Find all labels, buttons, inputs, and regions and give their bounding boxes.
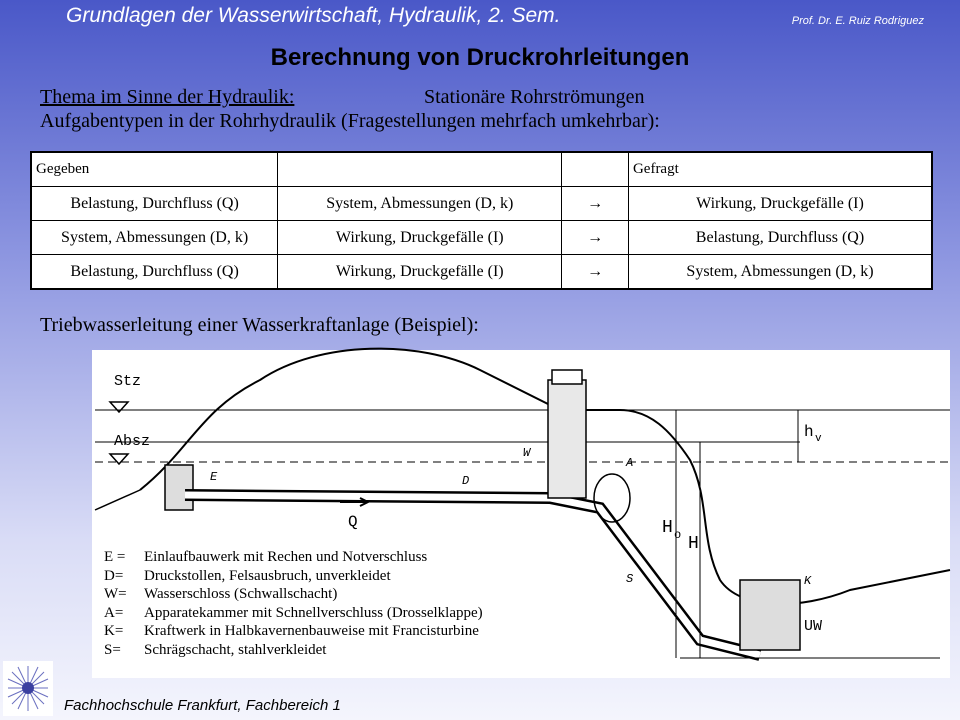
- legend-text: Apparatekammer mit Schnellverschluss (Drosselklappe): [144, 604, 483, 621]
- legend-text: Schrägschacht, stahlverkleidet: [144, 641, 327, 658]
- label-d: D: [462, 474, 470, 488]
- surge-shaft-top: [552, 370, 582, 384]
- asked-cell: Belastung, Durchfluss (Q): [628, 221, 932, 255]
- task-types-table: [30, 151, 933, 290]
- diagram-legend: [104, 548, 483, 660]
- asked-cell: System, Abmessungen (D, k): [628, 255, 932, 290]
- legend-item: [104, 548, 483, 567]
- table-header-row: [31, 152, 932, 187]
- label-uw: UW: [804, 618, 823, 635]
- label-w: W: [523, 446, 531, 460]
- example-title: Triebwasserleitung einer Wasserkraftanlage (Beispiel):: [40, 314, 479, 336]
- table-row: [31, 255, 932, 290]
- label-k: K: [804, 574, 812, 588]
- label-stz: Stz: [114, 373, 142, 390]
- label-q: Q: [348, 513, 358, 531]
- legend-text: Wasserschloss (Schwallschacht): [144, 586, 338, 603]
- legend-key: E =: [104, 549, 126, 565]
- table-row: [31, 221, 932, 255]
- label-hv-sub: v: [815, 433, 822, 445]
- legend-text: Druckstollen, Felsausbruch, unverkleidet: [144, 567, 391, 584]
- arrow-cell: →: [562, 255, 629, 290]
- legend-text: Kraftwerk in Halbkavernenbauweise mit Francisturbine: [144, 623, 479, 640]
- legend-item: [104, 585, 483, 604]
- label-ho: H: [662, 518, 673, 538]
- asked-cell: Wirkung, Druckgefälle (I): [628, 187, 932, 221]
- arrow-cell: →: [562, 187, 629, 221]
- legend-key: A=: [104, 604, 124, 621]
- given-cell-2: Wirkung, Druckgefälle (I): [278, 221, 562, 255]
- legend-item: [104, 567, 483, 586]
- legend-key: S=: [104, 641, 121, 658]
- label-e: E: [210, 470, 218, 484]
- legend-item: [104, 622, 483, 641]
- label-h: H: [688, 534, 699, 554]
- legend-key: D=: [104, 567, 124, 584]
- label-hv: h: [804, 423, 814, 441]
- slide-title: Berechnung von Druckrohrleitungen: [270, 44, 690, 71]
- given-cell-2: Wirkung, Druckgefälle (I): [278, 255, 562, 290]
- legend-key: K=: [104, 623, 124, 640]
- surge-shaft: [548, 380, 586, 498]
- arrow-cell: →: [562, 221, 629, 255]
- powerhouse: [740, 580, 800, 650]
- given-cell-1: Belastung, Durchfluss (Q): [31, 255, 278, 290]
- label-absz: Absz: [114, 433, 151, 450]
- legend-key: W=: [104, 586, 127, 603]
- header-given-blank: [278, 152, 562, 187]
- footer-text: Fachhochschule Frankfurt, Fachbereich 1: [64, 697, 341, 714]
- given-cell-1: Belastung, Durchfluss (Q): [31, 187, 278, 221]
- legend-item: [104, 641, 483, 660]
- given-cell-1: System, Abmessungen (D, k): [31, 221, 278, 255]
- header-given: Gegeben: [31, 152, 278, 187]
- header-asked: Gefragt: [628, 152, 932, 187]
- label-a: A: [626, 456, 634, 470]
- label-ho-sub: o: [674, 528, 682, 542]
- legend-item: [104, 604, 483, 623]
- table-row: [31, 187, 932, 221]
- professor-name: Prof. Dr. E. Ruiz Rodriguez: [791, 15, 924, 27]
- legend-text: Einlaufbauwerk mit Rechen und Notverschluss: [144, 549, 428, 565]
- label-s: S: [626, 572, 634, 586]
- theme-label: Thema im Sinne der Hydraulik:: [40, 86, 295, 108]
- course-title: Grundlagen der Wasserwirtschaft, Hydraulik, 2. Sem.: [66, 4, 561, 27]
- given-cell-2: System, Abmessungen (D, k): [278, 187, 562, 221]
- theme-value: Stationäre Rohrströmungen: [424, 86, 645, 108]
- intake-structure: [165, 465, 193, 510]
- school-logo: [3, 661, 53, 716]
- header-arrow-blank: [562, 152, 629, 187]
- task-types-intro: Aufgabentypen in der Rohrhydraulik (Fragestellungen mehrfach umkehrbar):: [40, 110, 660, 132]
